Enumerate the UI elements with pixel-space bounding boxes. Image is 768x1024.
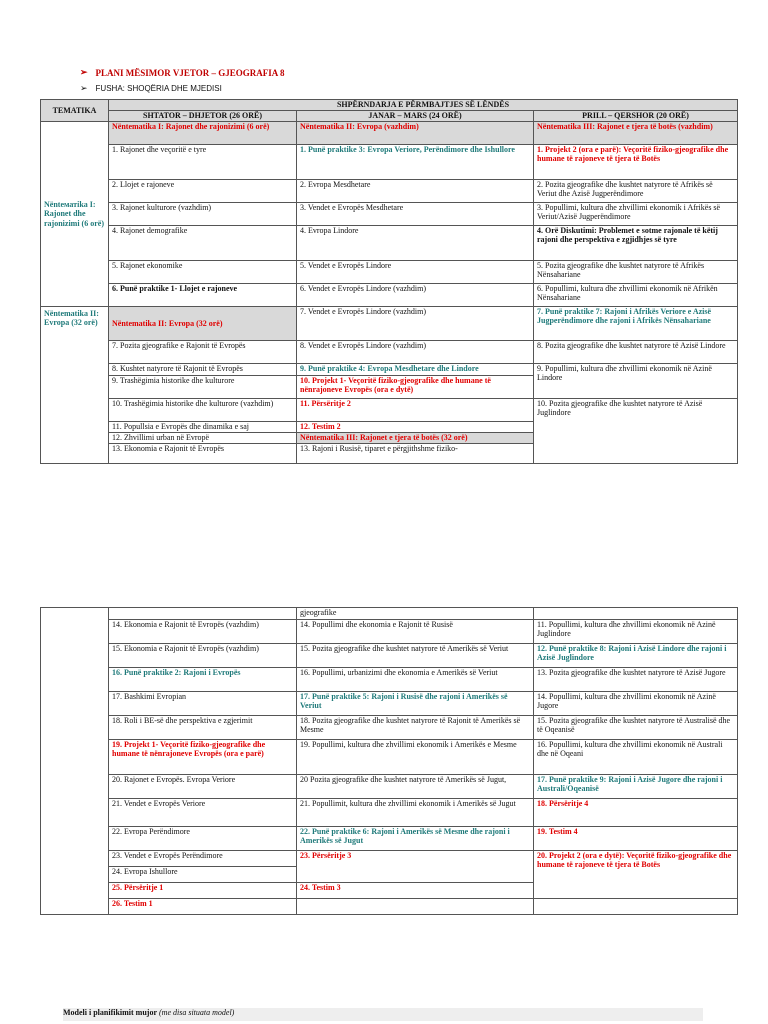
table-cell: 10. Pozita gjeografike dhe kushtet natyrore të Azisë Juglindore xyxy=(534,399,738,464)
table-cell: 2. Evropa Mesdhetare xyxy=(297,180,534,203)
table-cell xyxy=(297,899,534,915)
table-cell: 10. Projekt 1- Veçoritë fiziko-gjeografike dhe humane të nënrajoneve Evropës (ora e dytë) xyxy=(297,376,534,399)
table-cell: 20 Pozita gjeografike dhe kushtet natyrore të Amerikës së Jugut, xyxy=(297,775,534,799)
table-cell: 16. Popullimi, kultura dhe zhvillimi ekonomik në Australi dhe në Oqeani xyxy=(534,740,738,775)
table-cell: 2. Llojet e rajoneve xyxy=(109,180,297,203)
table-cell: 11. Popullsia e Evropës dhe dinamika e saj xyxy=(109,422,297,433)
title-text: PLANI MËSIMOR VJETOR – GJEOGRAFIA 8 xyxy=(95,67,285,78)
table-cell: 25. Përsëritje 1 xyxy=(109,883,297,899)
table-cell: 8. Vendet e Evropës Lindore (vazhdim) xyxy=(297,341,534,364)
table-cell: 6. Punë praktike 1- Llojet e rajoneve xyxy=(109,284,297,307)
table-cell: Nëntematika II: Evropa (32 orë) xyxy=(109,307,297,341)
table-cell xyxy=(109,608,297,620)
table-cell: 5. Pozita gjeografike dhe kushtet natyrore të Afrikës Nënsahariane xyxy=(534,261,738,284)
table-cell: 8. Pozita gjeografike dhe kushtet natyrore të Azisë Lindore xyxy=(534,341,738,364)
subtopic-column-empty xyxy=(41,608,109,915)
table-cell: 6. Popullimi, kultura dhe zhvillimi ekonomik në Afrikën Nënsahariane xyxy=(534,284,738,307)
table-cell: 24. Testim 3 xyxy=(297,883,534,899)
field-subtitle xyxy=(80,83,222,94)
table-cell: 15. Ekonomia e Rajonit të Evropës (vazhdim) xyxy=(109,644,297,668)
table-cell: 19. Projekt 1- Veçoritë fiziko-gjeografike dhe humane të nënrajoneve Evropës (ora e parë) xyxy=(109,740,297,775)
table-cell: 12. Punë praktike 8: Rajoni i Azisë Lindore dhe rajoni i Azisë Juglindore xyxy=(534,644,738,668)
table-cell: 14. Ekonomia e Rajonit të Evropës (vazhdim) xyxy=(109,620,297,644)
table-cell: 11. Përsëritje 2 xyxy=(297,399,534,422)
table-cell: 3. Popullimi, kultura dhe zhvillimi ekonomik i Afrikës së Veriut/Azisë Jugperëndimore xyxy=(534,203,738,226)
table-cell: 8. Kushtet natyrore të Rajonit të Evropës xyxy=(109,364,297,376)
table-cell: 1. Projekt 2 (ora e parë): Veçoritë fiziko-gjeografike dhe humane të rajoneve të tjera të Botës xyxy=(534,145,738,180)
table-cell: 23. Vendet e Evropës Perëndimore xyxy=(109,851,297,867)
table-cell: 9. Popullimi, kultura dhe zhvillimi ekonomik në Azinë Lindore xyxy=(534,364,738,399)
table-cell: 13. Ekonomia e Rajonit të Evropës xyxy=(109,444,297,464)
table-cell: 3. Vendet e Evropës Mesdhetare xyxy=(297,203,534,226)
table-cell: 14. Popullimi, kultura dhe zhvillimi ekonomik në Azinë Jugore xyxy=(534,692,738,716)
table-cell: 13. Rajoni i Rusisë, tiparet e përgjithshme fiziko- xyxy=(297,444,534,464)
table-cell: 16. Popullimi, urbanizimi dhe ekonomia e Amerikës së Veriut xyxy=(297,668,534,692)
table-cell: 2. Pozita gjeografike dhe kushtet natyrore të Afrikës së Veriut dhe Azisë Jugperëndimore xyxy=(534,180,738,203)
table-cell: 21. Popullimit, kultura dhe zhvillimi ekonomik i Amerikës së Jugut xyxy=(297,799,534,827)
table-cell: 18. Pozita gjeografike dhe kushtet natyrore të Rajonit të Amerikës së Mesme xyxy=(297,716,534,740)
tematika-header: TEMATIKA xyxy=(41,100,109,122)
field-text: FUSHA: SHOQËRIA DHE MJEDISI xyxy=(95,84,222,93)
table-cell: 15. Pozita gjeografike dhe kushtet natyrore të Australisë dhe të Oqeanisë xyxy=(534,716,738,740)
table-cell: 18. Përsëritje 4 xyxy=(534,799,738,827)
table-cell: 15. Pozita gjeografike dhe kushtet natyrore të Amerikës së Veriut xyxy=(297,644,534,668)
table-cell: 10. Trashëgimia historike dhe kulturore (vazhdim) xyxy=(109,399,297,422)
period-header: JANAR – MARS (24 ORË) xyxy=(297,111,534,122)
table-cell: 7. Punë praktike 7: Rajoni i Afrikës Veriore e Azisë Jugperëndimore dhe rajoni i Afrikës Nënsahariane xyxy=(534,307,738,341)
table-cell: Nëntematika III: Rajonet e tjera të botës (32 orë) xyxy=(297,433,534,444)
subtopic-label: Nënteматika I: Rajonet dhe rajonizimi (6 orë) xyxy=(44,200,104,228)
table-cell: 1. Rajonet dhe veçoritë e tyre xyxy=(109,145,297,180)
table-cell: 20. Rajonet e Evropës. Evropa Veriore xyxy=(109,775,297,799)
subtopic-label: Nëntematika II: Evropa (32 orë) xyxy=(44,309,99,328)
table-cell: 19. Popullimi, kultura dhe zhvillimi ekonomik i Amerikës e Mesme xyxy=(297,740,534,775)
table-cell: 14. Popullimi dhe ekonomia e Rajonit të Rusisë xyxy=(297,620,534,644)
plan-table-bottom xyxy=(40,607,738,915)
table-cell: 18. Roli i BE-së dhe perspektiva e zgjerimit xyxy=(109,716,297,740)
period-header: PRILL – QERSHOR (20 ORË) xyxy=(534,111,738,122)
table-cell: 16. Punë praktike 2: Rajoni i Evropës xyxy=(109,668,297,692)
table-cell xyxy=(534,608,738,620)
table-cell: Nëntematika I: Rajonet dhe rajonizimi (6 orë) xyxy=(109,122,297,145)
footer-bold-text: Modeli i planifikimit mujor xyxy=(63,1008,157,1017)
arrow-bullet-icon: ➢ xyxy=(80,83,88,93)
document-title xyxy=(80,67,285,78)
footer-italic-text: (me disa situata model) xyxy=(159,1008,235,1017)
table-cell: 22. Punë praktike 6: Rajoni i Amerikës së Mesme dhe rajoni i Amerikës së Jugut xyxy=(297,827,534,851)
table-cell: 4. Evropa Lindore xyxy=(297,226,534,261)
table-cell: 26. Testim 1 xyxy=(109,899,297,915)
table-cell: Nëntematika III: Rajonet e tjera të botës (vazhdim) xyxy=(534,122,738,145)
table-cell: 5. Rajonet ekonomike xyxy=(109,261,297,284)
table-cell: 7. Pozita gjeografike e Rajonit të Evropës xyxy=(109,341,297,364)
footer-caption xyxy=(63,1008,703,1021)
table-cell: 9. Punë praktike 4: Evropa Mesdhetare dhe Lindore xyxy=(297,364,534,376)
table-cell: 11. Popullimi, kultura dhe zhvillimi ekonomik në Azinë Juglindore xyxy=(534,620,738,644)
table-cell: 3. Rajonet kulturore (vazhdim) xyxy=(109,203,297,226)
table-cell: 4. Rajonet demografike xyxy=(109,226,297,261)
table-cell: 13. Pozita gjeografike dhe kushtet natyrore të Azisë Jugore xyxy=(534,668,738,692)
table-cell: 24. Evropa Ishullore xyxy=(109,867,297,883)
table-cell: 17. Punë praktike 9: Rajoni i Azisë Jugore dhe rajoni i Australi/Oqeanisë xyxy=(534,775,738,799)
table-cell: 4. Orë Diskutimi: Problemet e sotme rajonale të këtij rajoni dhe perspektiva e zgjidhjes së tyre xyxy=(534,226,738,261)
period-header: SHTATOR – DHJETOR (26 ORË) xyxy=(109,111,297,122)
table-cell: gjeografike xyxy=(297,608,534,620)
table-cell: Nëntematika II: Evropa (vazhdim) xyxy=(297,122,534,145)
table-cell: 17. Bashkimi Evropian xyxy=(109,692,297,716)
table-cell: 23. Përsëritje 3 xyxy=(297,851,534,883)
table-cell: 20. Projekt 2 (ora e dytë): Veçoritë fiziko-gjeografike dhe humane të rajoneve të tjera të Botës xyxy=(534,851,738,899)
table-cell: 9. Trashëgimia historike dhe kulturore xyxy=(109,376,297,399)
table-cell: 1. Punë praktike 3: Evropa Veriore, Perëndimore dhe Ishullore xyxy=(297,145,534,180)
table-cell: 12. Testim 2 xyxy=(297,422,534,433)
table-cell: 21. Vendet e Evropës Veriore xyxy=(109,799,297,827)
distribution-header: SHPËRNDARJA E PËRMBAJTJES SË LËNDËS xyxy=(109,100,738,111)
arrow-bullet-icon: ➢ xyxy=(80,67,88,77)
table-cell: 22. Evropa Perëndimore xyxy=(109,827,297,851)
table-cell: 17. Punë praktike 5: Rajoni i Rusisë dhe rajoni i Amerikës së Veriut xyxy=(297,692,534,716)
table-cell: 6. Vendet e Evropës Lindore (vazhdim) xyxy=(297,284,534,307)
table-cell: 19. Testim 4 xyxy=(534,827,738,851)
table-cell xyxy=(534,899,738,915)
table-cell: 7. Vendet e Evropës Lindore (vazhdim) xyxy=(297,307,534,341)
table-cell: 12. Zhvillimi urban në Evropë xyxy=(109,433,297,444)
plan-table-top xyxy=(40,99,738,464)
table-cell: 5. Vendet e Evropës Lindore xyxy=(297,261,534,284)
